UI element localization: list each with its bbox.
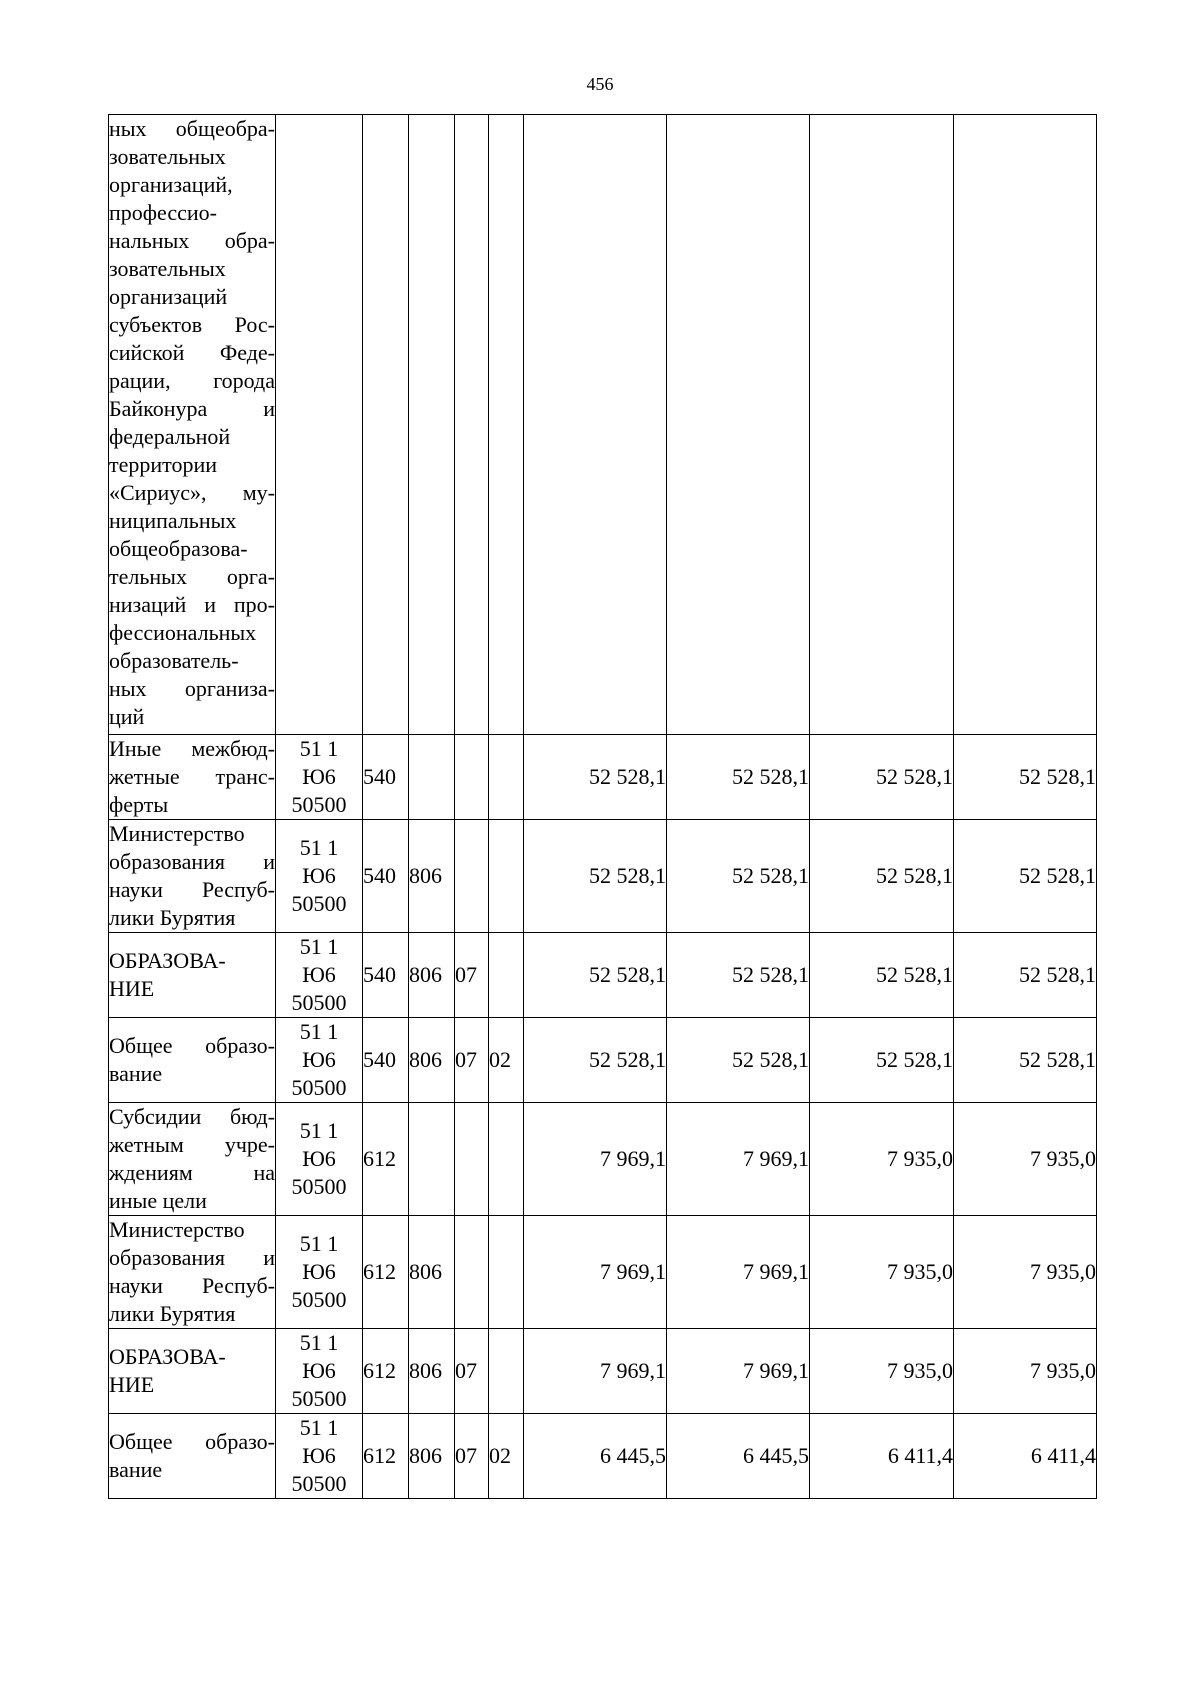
- item-name-line: рации, города: [109, 368, 275, 393]
- item-name-line: Субсидии бюд-: [109, 1104, 275, 1129]
- cell-ministry-code: 806: [409, 1018, 455, 1103]
- item-name-line: организаций,: [109, 172, 233, 197]
- cell-target-article: [276, 933, 363, 1018]
- cell-amount-3: 7 935,0: [810, 1216, 954, 1329]
- cell-amount-4: [954, 115, 1097, 735]
- cell-ministry-code: 806: [409, 820, 455, 933]
- cell-section: 07: [455, 1414, 489, 1499]
- cell-target-article: [276, 1414, 363, 1499]
- cell-target-article: [276, 735, 363, 820]
- cell-section: [455, 1216, 489, 1329]
- cell-subsection: 02: [489, 1414, 524, 1499]
- cell-amount-4: 52 528,1: [954, 1018, 1097, 1103]
- cell-ministry-code: [409, 735, 455, 820]
- target-article-line: 50500: [291, 1287, 347, 1312]
- cell-section: [455, 115, 489, 735]
- item-name-line: «Сириус», му-: [109, 480, 275, 505]
- cell-amount-3: 52 528,1: [810, 820, 954, 933]
- cell-item-name: [109, 1414, 276, 1499]
- cell-amount-1: 52 528,1: [524, 933, 667, 1018]
- cell-section: [455, 820, 489, 933]
- cell-amount-1: 52 528,1: [524, 820, 667, 933]
- cell-amount-3: 7 935,0: [810, 1329, 954, 1414]
- item-name-line: ОБРАЗОВА-: [109, 1344, 226, 1369]
- cell-subsection: [489, 735, 524, 820]
- target-article-line: Ю6: [302, 1047, 336, 1072]
- cell-expense-type: [363, 115, 409, 735]
- target-article-line: 51 1: [299, 1118, 339, 1143]
- cell-expense-type: 612: [363, 1329, 409, 1414]
- cell-subsection: [489, 933, 524, 1018]
- item-name-line: ций: [109, 704, 145, 729]
- item-name-line: образования и: [109, 849, 275, 874]
- item-name-line: организаций: [109, 284, 228, 309]
- target-article-line: 50500: [291, 990, 347, 1015]
- item-name-line: зовательных: [109, 144, 226, 169]
- cell-item-name: [109, 115, 276, 735]
- item-name-line: Министерство: [109, 821, 245, 846]
- cell-ministry-code: 806: [409, 1216, 455, 1329]
- cell-amount-1: 7 969,1: [524, 1103, 667, 1216]
- cell-expense-type: 540: [363, 820, 409, 933]
- table-row: [109, 115, 1097, 735]
- cell-subsection: [489, 115, 524, 735]
- cell-subsection: [489, 1103, 524, 1216]
- cell-amount-4: 7 935,0: [954, 1216, 1097, 1329]
- cell-expense-type: 612: [363, 1103, 409, 1216]
- item-name-line: сийской Феде-: [109, 340, 275, 365]
- cell-section: [455, 735, 489, 820]
- cell-amount-3: [810, 115, 954, 735]
- item-name-line: вание: [109, 1457, 163, 1482]
- item-name-line: Общее образо-: [109, 1033, 275, 1058]
- cell-amount-2: 52 528,1: [667, 735, 810, 820]
- cell-amount-4: 52 528,1: [954, 735, 1097, 820]
- item-name-line: ферты: [109, 792, 169, 817]
- item-name-line: Министерство: [109, 1217, 245, 1242]
- target-article-line: 50500: [291, 1471, 347, 1496]
- item-name-line: науки Респуб-: [109, 1273, 275, 1298]
- budget-table: [108, 114, 1097, 1499]
- cell-expense-type: 612: [363, 1216, 409, 1329]
- cell-amount-4: 6 411,4: [954, 1414, 1097, 1499]
- item-name-line: зовательных: [109, 256, 226, 281]
- cell-ministry-code: 806: [409, 933, 455, 1018]
- cell-amount-2: 6 445,5: [667, 1414, 810, 1499]
- item-name-line: ОБРАЗОВА-: [109, 948, 226, 973]
- cell-item-name: [109, 820, 276, 933]
- table-row: [109, 1216, 1097, 1329]
- cell-expense-type: 540: [363, 735, 409, 820]
- cell-ministry-code: [409, 115, 455, 735]
- cell-subsection: [489, 1216, 524, 1329]
- cell-section: [455, 1103, 489, 1216]
- item-name-line: НИЕ: [109, 976, 155, 1001]
- cell-ministry-code: [409, 1103, 455, 1216]
- cell-subsection: [489, 1329, 524, 1414]
- cell-expense-type: 540: [363, 933, 409, 1018]
- cell-amount-1: 7 969,1: [524, 1216, 667, 1329]
- target-article-line: 51 1: [299, 1231, 339, 1256]
- item-name-line: Байконура и: [109, 396, 275, 421]
- item-name-line: образования и: [109, 1245, 275, 1270]
- cell-amount-1: 7 969,1: [524, 1329, 667, 1414]
- cell-target-article: [276, 1103, 363, 1216]
- item-name-line: общеобразова-: [109, 536, 248, 561]
- target-article-line: 51 1: [299, 1415, 339, 1440]
- table-body: [109, 115, 1097, 1499]
- item-name-line: профессио-: [109, 200, 217, 225]
- target-article-line: 50500: [291, 1386, 347, 1411]
- target-article-line: 50500: [291, 1075, 347, 1100]
- cell-section: 07: [455, 1329, 489, 1414]
- cell-ministry-code: 806: [409, 1329, 455, 1414]
- item-name-line: науки Респуб-: [109, 877, 275, 902]
- cell-subsection: 02: [489, 1018, 524, 1103]
- cell-target-article: [276, 820, 363, 933]
- cell-amount-1: 52 528,1: [524, 735, 667, 820]
- cell-item-name: [109, 933, 276, 1018]
- cell-amount-2: [667, 115, 810, 735]
- cell-amount-4: 7 935,0: [954, 1329, 1097, 1414]
- target-article-line: 51 1: [299, 736, 339, 761]
- cell-amount-3: 52 528,1: [810, 1018, 954, 1103]
- cell-amount-2: 7 969,1: [667, 1103, 810, 1216]
- item-name-line: Иные межбюд-: [109, 736, 275, 761]
- cell-amount-1: 52 528,1: [524, 1018, 667, 1103]
- cell-amount-1: [524, 115, 667, 735]
- cell-amount-3: 7 935,0: [810, 1103, 954, 1216]
- target-article-line: 51 1: [299, 835, 339, 860]
- item-name-line: Общее образо-: [109, 1429, 275, 1454]
- target-article-line: 51 1: [299, 1330, 339, 1355]
- item-name-line: территории: [109, 452, 218, 477]
- item-name-line: ных организа-: [109, 676, 275, 701]
- target-article-line: Ю6: [302, 1146, 336, 1171]
- item-name-line: тельных орга-: [109, 564, 275, 589]
- cell-amount-2: 52 528,1: [667, 1018, 810, 1103]
- cell-subsection: [489, 820, 524, 933]
- page-number: 456: [586, 74, 614, 94]
- target-article-line: Ю6: [302, 962, 336, 987]
- item-name-line: жетные транс-: [109, 764, 275, 789]
- cell-item-name: [109, 735, 276, 820]
- table-row: [109, 820, 1097, 933]
- table-row: [109, 735, 1097, 820]
- item-name-line: ниципальных: [109, 508, 237, 533]
- item-name-line: НИЕ: [109, 1372, 155, 1397]
- cell-expense-type: 540: [363, 1018, 409, 1103]
- cell-expense-type: 612: [363, 1414, 409, 1499]
- target-article-line: Ю6: [302, 764, 336, 789]
- cell-amount-2: 7 969,1: [667, 1216, 810, 1329]
- target-article-line: 50500: [291, 891, 347, 916]
- item-name-line: федеральной: [109, 424, 231, 449]
- target-article-line: Ю6: [302, 1358, 336, 1383]
- item-name-line: образователь-: [109, 648, 239, 673]
- item-name-line: жетным учре-: [109, 1132, 275, 1157]
- item-name-line: ных общеобра-: [109, 116, 275, 141]
- table-row: [109, 1018, 1097, 1103]
- target-article-line: Ю6: [302, 863, 336, 888]
- item-name-line: лики Бурятия: [109, 905, 236, 930]
- cell-target-article: [276, 1329, 363, 1414]
- table-row: [109, 933, 1097, 1018]
- table-row: [109, 1329, 1097, 1414]
- target-article-line: 51 1: [299, 1019, 339, 1044]
- item-name-line: низаций и про-: [109, 592, 275, 617]
- cell-amount-4: 52 528,1: [954, 933, 1097, 1018]
- item-name-line: вание: [109, 1061, 163, 1086]
- cell-target-article: [276, 1216, 363, 1329]
- cell-section: 07: [455, 1018, 489, 1103]
- cell-amount-4: 52 528,1: [954, 820, 1097, 933]
- cell-amount-3: 52 528,1: [810, 933, 954, 1018]
- item-name-line: лики Бурятия: [109, 1301, 236, 1326]
- item-name-line: нальных обра-: [109, 228, 275, 253]
- cell-amount-3: 52 528,1: [810, 735, 954, 820]
- target-article-line: 51 1: [299, 934, 339, 959]
- cell-target-article: [276, 1018, 363, 1103]
- target-article-line: 50500: [291, 1174, 347, 1199]
- cell-item-name: [109, 1018, 276, 1103]
- cell-target-article: [276, 115, 363, 735]
- cell-amount-2: 52 528,1: [667, 820, 810, 933]
- target-article-line: Ю6: [302, 1259, 336, 1284]
- cell-section: 07: [455, 933, 489, 1018]
- item-name-line: фессиональных: [109, 620, 257, 645]
- target-article-line: 50500: [291, 792, 347, 817]
- cell-item-name: [109, 1216, 276, 1329]
- cell-amount-4: 7 935,0: [954, 1103, 1097, 1216]
- cell-item-name: [109, 1103, 276, 1216]
- item-name-line: иные цели: [109, 1188, 207, 1213]
- cell-amount-3: 6 411,4: [810, 1414, 954, 1499]
- item-name-line: ждениям на: [109, 1160, 275, 1185]
- target-article-line: Ю6: [302, 1443, 336, 1468]
- cell-item-name: [109, 1329, 276, 1414]
- cell-ministry-code: 806: [409, 1414, 455, 1499]
- table-row: [109, 1103, 1097, 1216]
- cell-amount-2: 7 969,1: [667, 1329, 810, 1414]
- cell-amount-2: 52 528,1: [667, 933, 810, 1018]
- item-name-line: субъектов Рос-: [109, 312, 275, 337]
- cell-amount-1: 6 445,5: [524, 1414, 667, 1499]
- table-row: [109, 1414, 1097, 1499]
